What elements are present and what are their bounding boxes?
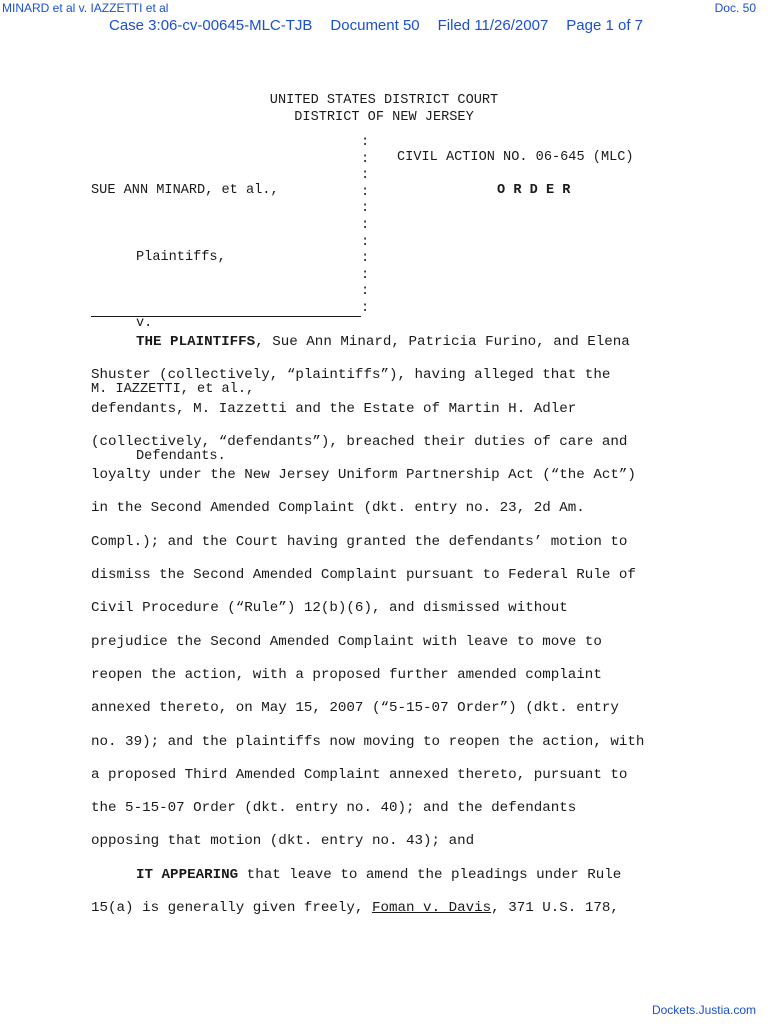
body-line: (collectively, “defendants”), breached their duties of care and <box>91 433 628 450</box>
body-line: Shuster (collectively, “plaintiffs”), having alleged that the <box>91 367 611 384</box>
case-citation: Foman v. Davis <box>371 900 492 917</box>
body-line <box>91 334 691 367</box>
justia-source-link[interactable]: Dockets.Justia.com <box>651 1003 756 1017</box>
body-line: in the Second Amended Complaint (dkt. entry no. 23, 2d Am. <box>91 500 585 517</box>
body-line <box>91 867 691 900</box>
court-district: DISTRICT OF NEW JERSEY <box>294 109 474 125</box>
doc-number-link[interactable]: Doc. 50 <box>714 1 756 15</box>
body-line: opposing that motion (dkt. entry no. 43); and <box>91 833 475 850</box>
body-line: dismiss the Second Amended Complaint pursuant to Federal Rule of <box>91 567 636 584</box>
body-line: annexed thereto, on May 15, 2007 (“5-15-07 Order”) (dkt. entry <box>91 700 619 717</box>
page-indicator: Page 1 of 7 <box>566 17 644 34</box>
body-line: prejudice the Second Amended Complaint with leave to move to <box>91 633 602 650</box>
court-title <box>0 93 768 126</box>
plaintiffs-heading: THE PLAINTIFFS <box>136 334 256 350</box>
plaintiff-name: SUE ANN MINARD, et al., <box>91 183 279 199</box>
case-title-link[interactable]: MINARD et al v. IAZZETTI et al <box>2 1 169 15</box>
order-body <box>91 334 691 933</box>
defendant-name: M. IAZZETTI, et al., <box>91 382 255 398</box>
body-line: a proposed Third Amended Complaint annexed thereto, pursuant to <box>91 766 628 783</box>
body-line: defendants, M. Iazzetti and the Estate of Martin H. Adler <box>91 400 577 417</box>
body-line: reopen the action, with a proposed further amended complaint <box>91 666 602 683</box>
it-appearing-heading: IT APPEARING <box>136 866 239 883</box>
filed-date: Filed 11/26/2007 <box>437 17 549 34</box>
case-number: Case 3:06-cv-00645-MLC-TJB <box>109 17 313 34</box>
body-line <box>91 900 691 933</box>
body-text: , 371 U.S. 178, <box>491 900 619 917</box>
body-line: the 5-15-07 Order (dkt. entry no. 40); and the defendants <box>91 800 577 817</box>
caption-colon-divider: : : : : : : : : : : : <box>361 135 370 316</box>
order-title: O R D E R <box>497 183 571 198</box>
body-line: Civil Procedure (“Rule”) 12(b)(6), and dismissed without <box>91 600 568 617</box>
plaintiffs-label: Plaintiffs, <box>136 249 226 265</box>
body-line: no. 39); and the plaintiffs now moving to reopen the action, with <box>91 733 645 750</box>
court-name: UNITED STATES DISTRICT COURT <box>269 93 499 108</box>
body-line: loyalty under the New Jersey Uniform Partnership Act (“the Act”) <box>91 467 636 484</box>
body-line: Compl.); and the Court having granted the defendants’ motion to <box>91 533 628 550</box>
versus: v. <box>136 315 153 331</box>
civil-action-number: CIVIL ACTION NO. 06-645 (MLC) <box>397 150 634 165</box>
body-text: , Sue Ann Minard, Patricia Furino, and Elena <box>255 334 630 350</box>
filing-header <box>109 17 661 34</box>
defendants-label: Defendants. <box>136 448 226 464</box>
body-text: 15(a) is generally given freely, <box>91 900 372 917</box>
caption-rule <box>91 316 361 317</box>
body-text: that leave to amend the pleadings under Rule <box>238 866 622 883</box>
document-number: Document 50 <box>330 17 420 34</box>
